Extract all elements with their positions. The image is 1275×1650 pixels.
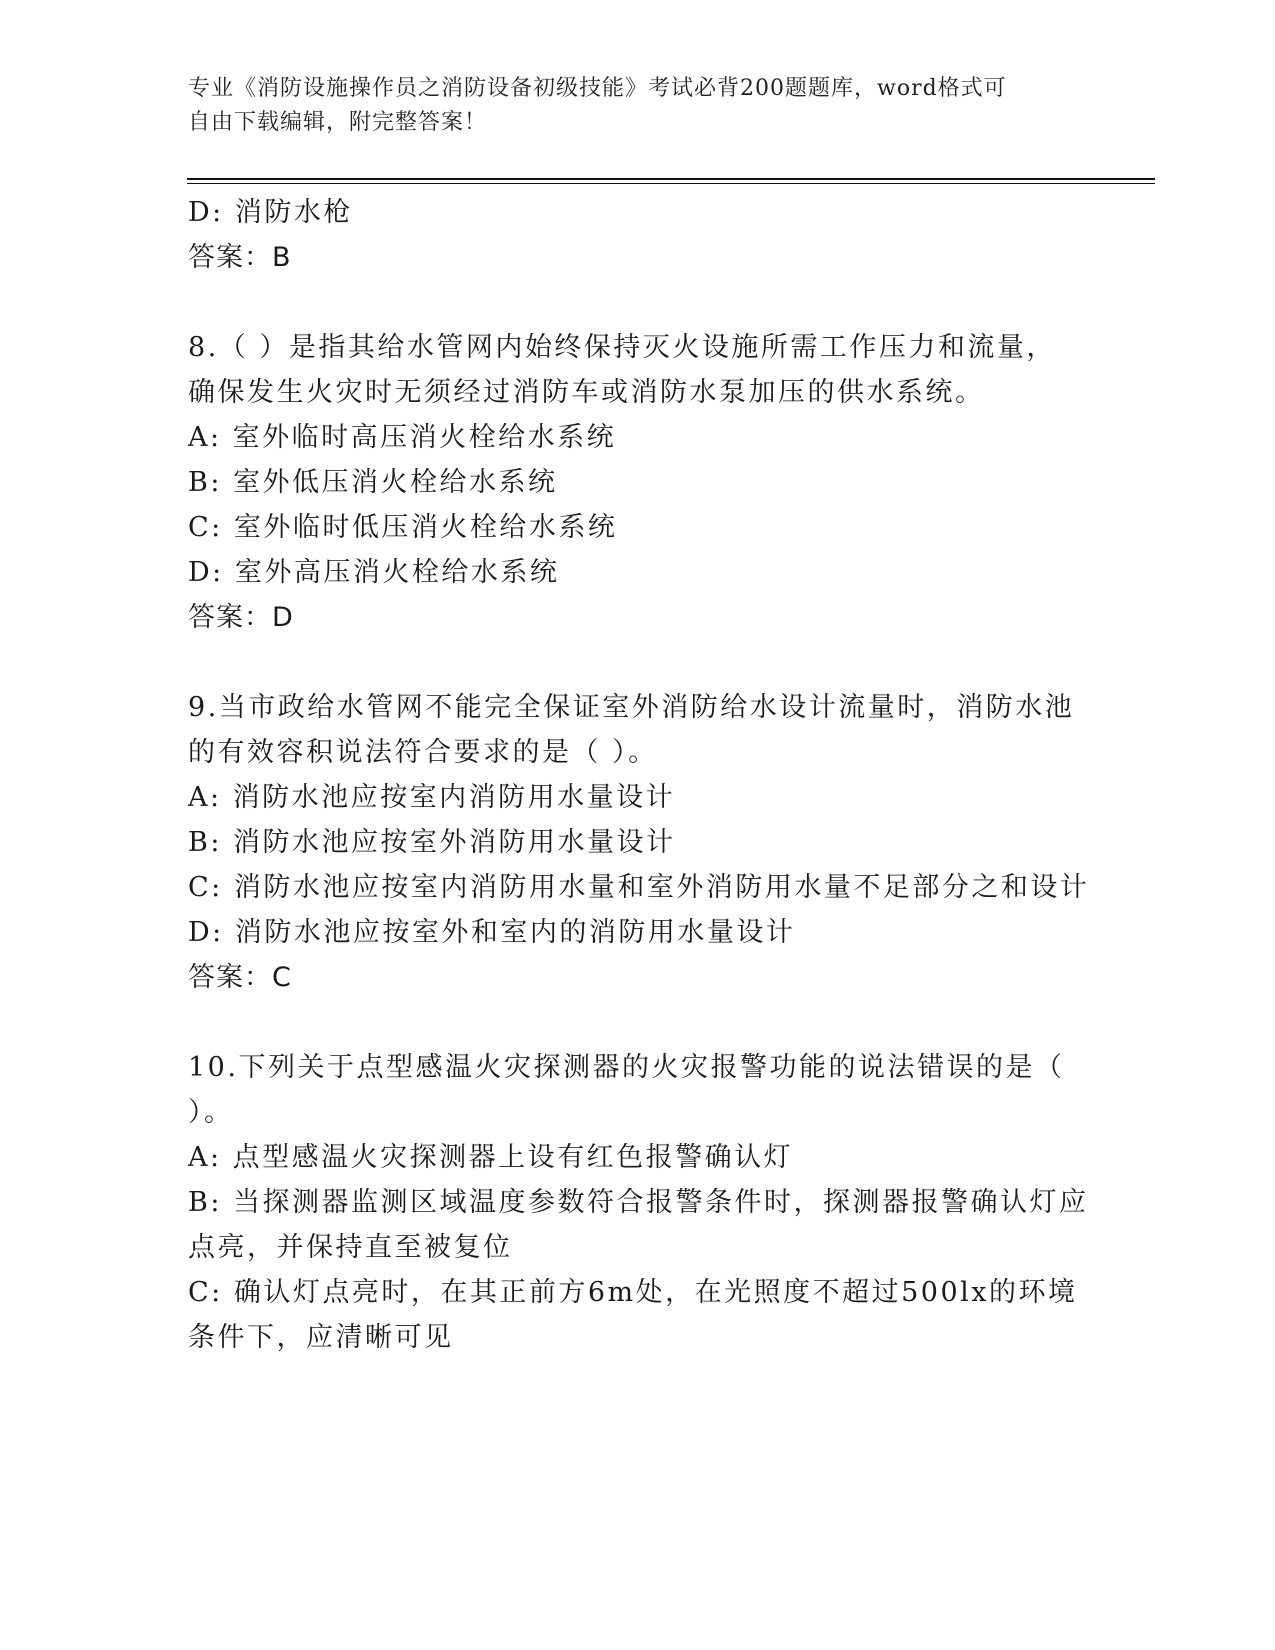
q9-stem-line-2: 的有效容积说法符合要求的是（ ）。: [188, 737, 658, 768]
header-divider-thin: [187, 183, 1155, 184]
spacer: [188, 280, 1088, 325]
question-8: [188, 325, 1088, 640]
q9-answer: 答案：C: [188, 962, 292, 993]
q8-option-a: A: 室外临时高压消火栓给水系统: [188, 422, 617, 453]
q9-option-a: A: 消防水池应按室内消防用水量设计: [188, 782, 676, 813]
header-divider-thick: [187, 178, 1155, 180]
document-body: [188, 190, 1088, 1360]
q9-option-c: C: 消防水池应按室内消防用水量和室外消防用水量不足部分之和设计: [188, 872, 1090, 903]
q8-option-c: C: 室外临时低压消火栓给水系统: [188, 512, 618, 543]
spacer: [188, 1000, 1088, 1045]
q8-option-b: B: 室外低压消火栓给水系统: [188, 467, 558, 498]
q9-option-b: B: 消防水池应按室外消防用水量设计: [188, 827, 676, 858]
question-10: [188, 1045, 1088, 1360]
q8-option-d: D: 室外高压消火栓给水系统: [188, 557, 560, 588]
q9-option-d: D: 消防水池应按室外和室内的消防用水量设计: [188, 917, 796, 948]
page-header: [188, 72, 1068, 140]
q10-stem-line-2: ）。: [188, 1097, 234, 1128]
header-line-1: 专业《消防设施操作员之消防设备初级技能》考试必背200题题库，word格式可: [188, 76, 1007, 101]
q8-answer: 答案：D: [188, 602, 294, 633]
q10-stem-line-1: 10.下列关于点型感温火灾探测器的火灾报警功能的说法错误的是（: [188, 1052, 1065, 1083]
prev-option-d: D: 消防水枪: [188, 197, 353, 228]
q10-option-a: A: 点型感温火灾探测器上设有红色报警确认灯: [188, 1142, 794, 1173]
q10-option-b-line-1: B: 当探测器监测区域温度参数符合报警条件时，探测器报警确认灯应: [188, 1187, 1089, 1218]
prev-answer: 答案：B: [188, 242, 292, 273]
q10-option-b-line-2: 点亮，并保持直至被复位: [188, 1232, 513, 1263]
q10-option-c-line-1: C: 确认灯点亮时，在其正前方6m处，在光照度不超过500lx的环境: [188, 1277, 1078, 1308]
header-line-2: 自由下载编辑，附完整答案！: [188, 110, 488, 135]
question-9: [188, 685, 1088, 1000]
spacer: [188, 640, 1088, 685]
q10-option-c-line-2: 条件下，应清晰可见: [188, 1322, 454, 1353]
q8-stem-line-1: 8.（ ）是指其给水管网内始终保持灭火设施所需工作压力和流量，: [188, 332, 1056, 363]
q9-stem-line-1: 9.当市政给水管网不能完全保证室外消防给水设计流量时，消防水池: [188, 692, 1075, 723]
q8-stem-line-2: 确保发生火灾时无须经过消防车或消防水泵加压的供水系统。: [188, 377, 985, 408]
